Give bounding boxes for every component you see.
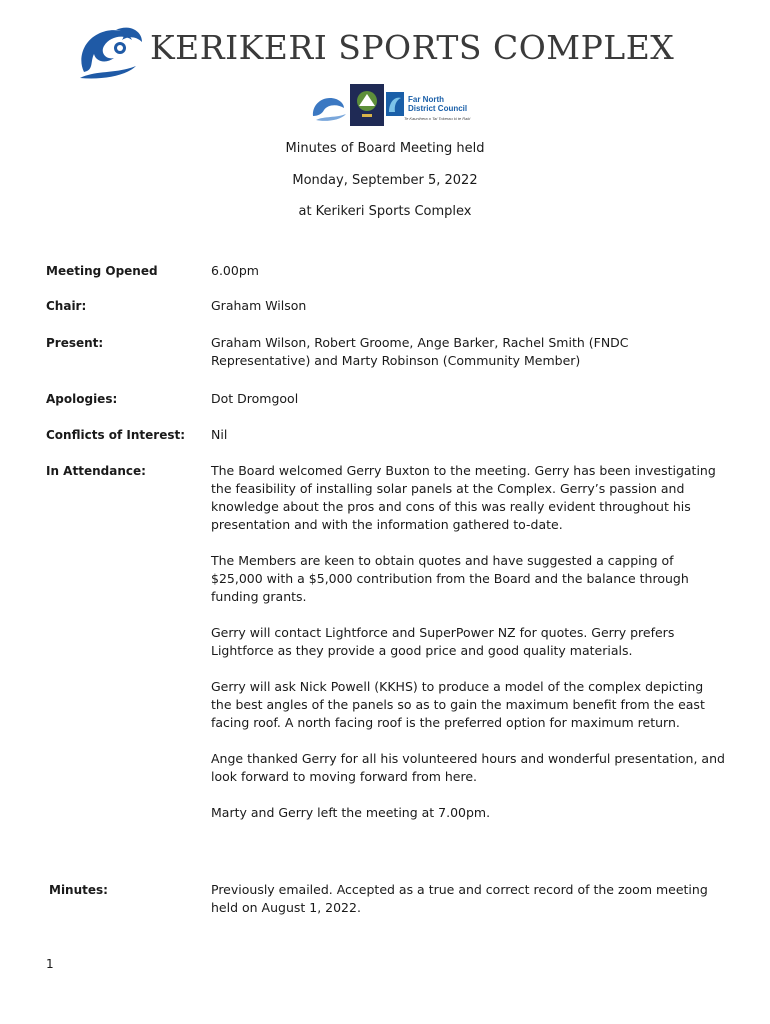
apologies-label: Apologies:: [46, 392, 118, 406]
partner-logos: [310, 84, 471, 126]
attendance-paragraph: The Board welcomed Gerry Buxton to the meeting. Gerry has been investigating the feasibility of installing solar panels at the Complex. Gerry’s passion and knowledge about the pros and cons of this was really evident throughout his presentation and with the information gathered to-date.: [211, 463, 716, 532]
organisation-name: KERIKERI SPORTS COMPLEX: [150, 28, 675, 67]
chair-value: Graham Wilson: [211, 298, 307, 313]
fndc-name: Far North District Council: [408, 95, 468, 113]
sport-northland-logo-icon: [350, 84, 384, 126]
conflicts-label: Conflicts of Interest:: [46, 428, 186, 442]
attendance-notes: [211, 462, 726, 840]
attendance-paragraph: Ange thanked Gerry for all his volunteered hours and wonderful presentation, and look forward to moving forward from here.: [211, 751, 725, 784]
letterhead: [76, 18, 696, 82]
conflicts-value: Nil: [211, 427, 228, 442]
attendance-paragraph: Gerry will contact Lightforce and SuperPower NZ for quotes. Gerry prefers Lightforce as they provide a good price and good quality materials.: [211, 625, 675, 658]
present-label: Present:: [46, 336, 104, 350]
apologies-value: Dot Dromgool: [211, 391, 299, 406]
kerikeri-sports-logo-icon: [310, 90, 348, 122]
title-line-1: Minutes of Board Meeting held: [285, 141, 485, 156]
minutes-value: Previously emailed. Accepted as a true and correct record of the zoom meeting held on August 1, 2022.: [211, 882, 708, 915]
fndc-logo: [386, 92, 471, 124]
attendance-label: In Attendance:: [46, 464, 146, 478]
meeting-opened-value: 6.00pm: [211, 263, 259, 278]
chair-label: Chair:: [46, 299, 87, 313]
title-line-2: Monday, September 5, 2022: [292, 173, 478, 188]
attendance-paragraph: Marty and Gerry left the meeting at 7.00pm.: [211, 805, 491, 820]
fndc-subtitle: Te Kaunihera o Tai Tokerau ki te Raki: [404, 116, 471, 121]
attendance-paragraph: Gerry will ask Nick Powell (KKHS) to produce a model of the complex depicting the best angles of the panels so as to gain the maximum benefit from the east facing roof. A north facing roof is the preferred option for maximum return.: [211, 679, 705, 730]
title-line-3: at Kerikeri Sports Complex: [298, 204, 472, 219]
page-number: 1: [46, 957, 54, 971]
fndc-emblem-icon: [386, 92, 404, 116]
meeting-opened-label: Meeting Opened: [46, 264, 158, 278]
attendance-paragraph: The Members are keen to obtain quotes and have suggested a capping of $25,000 with a $5,000 contribution from the Board and the balance through funding grants.: [211, 553, 689, 604]
minutes-label: Minutes:: [49, 883, 108, 897]
present-value: Graham Wilson, Robert Groome, Ange Barker, Rachel Smith (FNDC Representative) and Marty Robinson (Community Member): [211, 335, 629, 368]
wave-logo-icon: [76, 20, 146, 80]
